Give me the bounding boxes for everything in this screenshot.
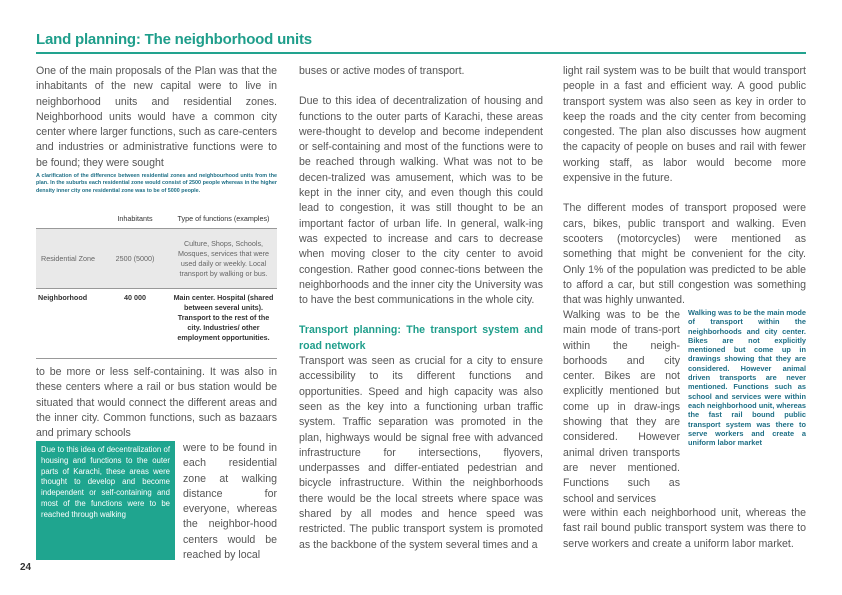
- table-cell: Main center. Hospital (shared between several units). Transport to the rest of the city. Industries/ other employment opportunities.: [170, 289, 277, 346]
- table-cell: Culture, Shops, Schools, Mosques, services that were used daily or weekly. Local transport by walking or bus.: [170, 229, 277, 289]
- paragraph: One of the main proposals of the Plan was that the inhabitants of the new capital were to live in neighborhood units and residential zones. Neighborhood units would have a common city center where larger functions, such as care-centers and industries or administrative functions were to be found; they were sought: [36, 65, 277, 169]
- paragraph: were to be found in each residential zone at walking distance for everyone, whereas the neighbor-hood centers would be reached by local: [183, 442, 277, 562]
- paragraph: light rail system was to be built that would transport people in a fast and efficient way. A good public transport system was also seen as key in order to keep the roads and the city center from becoming congested. The plan also discusses how augment the capacity of people on buses and rail with fewer working staff, as labor would become more expensive in the future.: [563, 65, 806, 185]
- table-cell: 40 000: [100, 289, 170, 346]
- table-cell: Neighborhood: [36, 289, 100, 346]
- column-3-wrap: [563, 308, 680, 507]
- paragraph: Walking was to be the main mode of trans-port within the neigh-borhoods and city center. Bikes are not explicitly mentioned but come up in draw-ings showing that they are considered. However animal driven transports are never mentioned. Functions such as school and services: [563, 309, 680, 505]
- column-3-bottom: [563, 506, 806, 552]
- pull-quote-box: Due to this idea of decentralization of housing and functions to the outer parts of Karachi, these areas were thought to develop and become independent or self-containing and most of the functions were to be reached through walking: [36, 441, 175, 560]
- column-1-top: [36, 64, 277, 171]
- page-title: Land planning: The neighborhood units: [36, 31, 312, 48]
- table-header: Inhabitants: [100, 212, 170, 229]
- column-1-bottom: [183, 441, 277, 563]
- pull-quote-side: Walking was to be the main mode of transport within the neighborhoods and city center. Bikes are not explicitly mentioned but come up in drawings showing that they are considered. However animal driven transports are never mentioned. Functions such as school and services were within each neighborhood unit, whereas the fast rail bound public transport system was there to serve workers and create a uniform labor market: [688, 308, 806, 448]
- table-cell: 2500 (5000): [100, 229, 170, 289]
- column-2: [299, 64, 543, 553]
- table-row: [36, 289, 277, 346]
- paragraph: buses or active modes of transport.: [299, 65, 465, 77]
- table-bottom-rule: [36, 358, 277, 359]
- comparison-table: [36, 212, 277, 345]
- table-header: [36, 212, 100, 229]
- title-underline: [36, 52, 806, 54]
- paragraph: Due to this idea of decentralization of housing and functions to the outer parts of Karachi, these areas were-thought to develop and become independent or self-containing and most of the functions were to be reached through walking. What was not to be decen-tralized was amusement, which was to be kept in the inner city, and even though this could lead to congestion, it was still thought to be an important factor of urban life. In general, walk-ing was expected to increase and cars to decrease when moving closer to the city center to avoid congestion. Rather good connec-tions between the neighborhoods and the inner city the University was to have the best communications in the whole city.: [299, 95, 543, 307]
- column-3-top: [563, 64, 806, 308]
- table-caption: A clarification of the difference between residential zones and neighbourhood units from the plan. In the suburbs each residential zone would consist of 2500 people whereas in the higher density inner city one residential zone was to be of 5000 people.: [36, 173, 277, 194]
- paragraph: to be more or less self-containing. It was also in these centers where a rail or bus station would be situated that would connect the different areas and the inner city. Common functions, such as bazaars and primary schools: [36, 366, 277, 440]
- paragraph: The different modes of transport proposed were cars, bikes, public transport and walking. Even scooters (motorcycles) were mentioned as something that might be convenient for the city. Only 1% of the population was predicted to be able to afford a car, but still congestion was something that was highly unwanted.: [563, 202, 806, 307]
- table-header-row: [36, 212, 277, 229]
- page-number: 24: [20, 562, 32, 573]
- paragraph: were within each neighborhood unit, whereas the fast rail bound public transport system was there to serve workers and create a uniform labor market.: [563, 507, 806, 550]
- table-header: Type of functions (examples): [170, 212, 277, 229]
- section-heading: Transport planning: The transport system and road network: [299, 324, 543, 352]
- table-cell: Residential Zone: [36, 229, 100, 289]
- table-row: [36, 229, 277, 289]
- paragraph: Transport was seen as crucial for a city to ensure accessibility to its different functions and opportunities. Speed and high capacity was also seen as the key into a functioning urban traffic system. Traffic separation was promoted in the plan, highways would be signal free with advanced infrastructure for intersections, flyovers, underpasses and differ-entiated pedestrian and bicycle infrastructure. Within the neighborhoods there would be the local streets where space was shared by all modes and hence speed was restricted. The public transport system is promoted as the backbone of the system several times and a: [299, 355, 543, 551]
- column-1-middle: [36, 365, 277, 441]
